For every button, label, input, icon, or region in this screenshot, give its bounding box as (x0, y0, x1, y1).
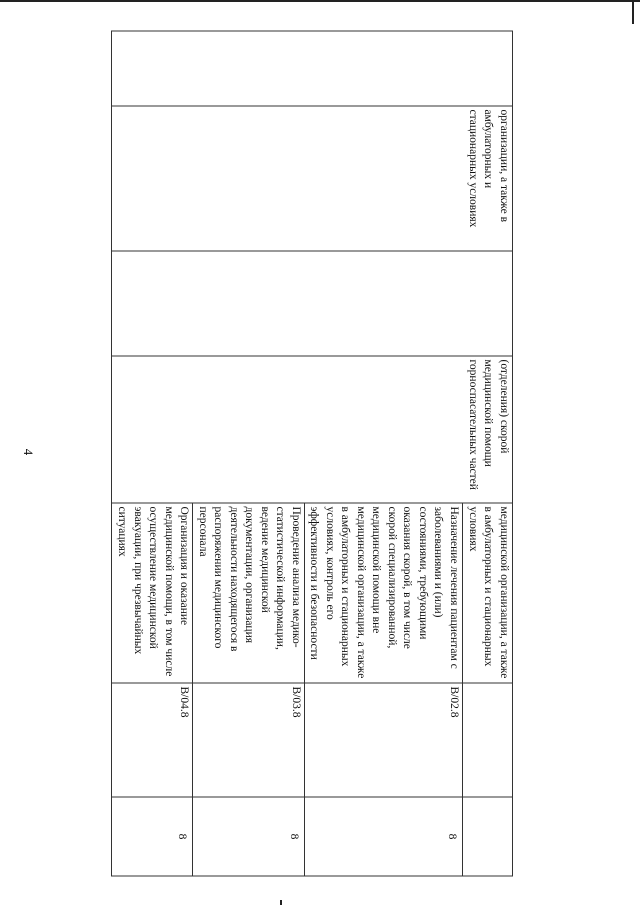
table-cell-level (463, 797, 513, 876)
rotated-table-wrapper (116, 30, 513, 875)
table-cell-function-text: медицинской организации, а также в амбулаторных и стационарных условиях (463, 503, 513, 683)
table-cell-code: B/04.8 (112, 683, 193, 797)
table-cell-level: 8 (193, 797, 305, 876)
table-cell-code: B/03.8 (193, 683, 305, 797)
table-cell-level: 8 (112, 797, 193, 876)
scan-edge-right (632, 0, 634, 24)
professional-functions-table (112, 30, 514, 876)
table-cell-code (463, 683, 513, 797)
table-row (463, 31, 513, 876)
table-cell-empty (112, 251, 513, 356)
scan-edge-top (0, 0, 640, 2)
scan-edge-bottom (280, 900, 282, 905)
table-cell-function-text: Назначение лечения пациентам с заболеваниями и (или) состояниями, требующими оказания скорой, в том числе скорой специализированной, медицинской помощи вне медицинской организации, а также в амбулаторных и стационарных условиях, контроль его эффективности и безопасности (305, 503, 463, 683)
table-cell-level: 8 (305, 797, 463, 876)
table-cell-function-area: организации, а также в амбулаторных и стационарных условиях (112, 106, 513, 251)
table-cell-empty (112, 31, 513, 106)
table-cell-code: B/02.8 (305, 683, 463, 797)
table-cell-function-text: Проведение анализа медико-статистической информации, ведение медицинской документации, организация деятельности находящегося в распоряжении медицинского персонала (193, 503, 305, 683)
page-number: 4 (21, 448, 36, 456)
table-cell-function-text: Организация и оказание медицинской помощи, в том числе осуществление медицинской эвакуации, при чрезвычайных ситуациях (112, 503, 193, 683)
table-cell-qualification: (отделения) скорой медицинской помощи горноспасательных частей (112, 356, 513, 503)
